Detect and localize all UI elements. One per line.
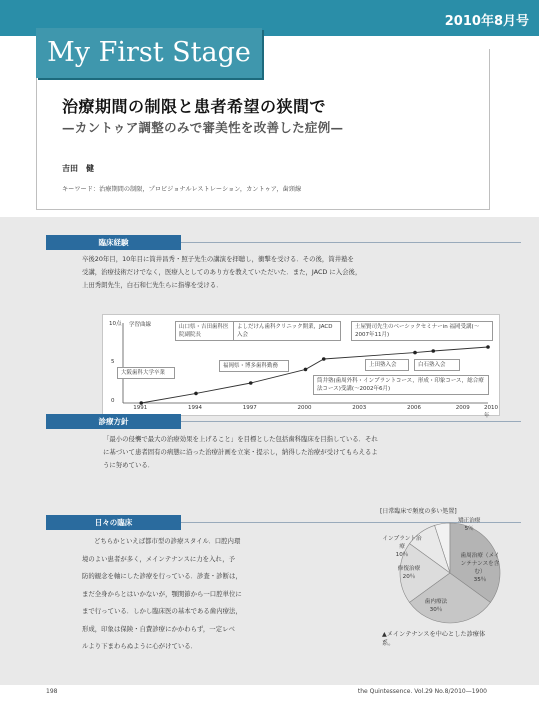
x-tick-label: 1994 <box>188 405 202 411</box>
text-line: 形成，印象は保険・自費診療にかかわらず，一定レベ <box>82 624 235 633</box>
text-line: 卒後20年目，10年目に筒井昌秀・照子先生の講演を拝聴し，衝撃を受ける．その後，筒井塾を <box>82 255 354 263</box>
text-line: どちらかといえば都市型の診療スタイル．口腔内環 <box>94 537 241 545</box>
pie-label-orthodontics: 矯正治療 5％ <box>458 518 481 532</box>
series-banner: My First Stage <box>36 28 262 78</box>
x-tick-label: 2006 <box>407 405 421 411</box>
learning-curve-chart <box>102 314 500 419</box>
text-line: 防的観念を軸にした診療を行っている．診査・診断は， <box>82 572 242 580</box>
pie-title: [日常臨床で頻度の多い処置] <box>380 508 457 515</box>
text-line: まで行っている．しかし臨床医の基本である歯内療法， <box>82 607 242 615</box>
annotation-graduation: 大阪歯科大学卒業 <box>117 367 175 379</box>
learning-curve-point <box>249 381 253 385</box>
article-subtitle: —カントゥア調整のみで審美性を改善した症例— <box>62 120 344 135</box>
pie-label-implant: インプラント治療 10％ <box>382 536 422 558</box>
text-line: 「最小の侵襲で最大の治療効果を上げること」を目標とした包括歯科臨床を目指している．それ <box>103 435 378 443</box>
issue-label: 2010年8月号 <box>444 14 529 29</box>
pie-label-periodontal: 歯周治療（メインテナンスを含む） 35％ <box>460 553 500 583</box>
y-tick-0: 0 <box>111 398 115 404</box>
x-tick-label: 2000 <box>297 405 312 411</box>
annotation-tsuchiya-seminar: 土屋賢司先生のベーシックセミナーin 福岡受講(～2007年11月) <box>351 321 493 341</box>
annotation-shiraishi-juku: 白石塾入会 <box>414 359 460 371</box>
annotation-yamaguchi: 山口県・吉田歯科医院副院長 <box>175 321 235 341</box>
y-axis-label: 10点 <box>109 321 122 327</box>
x-tick-label: 1997 <box>242 405 257 411</box>
text-line: ルより下まわらぬように心がけている． <box>82 642 198 650</box>
learning-curve-point <box>413 351 417 355</box>
procedure-pie-chart <box>368 515 528 635</box>
annotation-fukuoka: 福岡県・博多歯科勤務 <box>219 360 289 372</box>
pie-label-restorative: 修復治療 20％ <box>397 566 421 580</box>
daily-text <box>82 533 352 656</box>
text-line: 境のよい患者が多く，メインテナンスに力を入れ，予 <box>82 554 235 563</box>
text-line: に基づいて患者固有の病態に沿った治療計画を立案・提示し，納得した治療が受けてもらえるよ <box>103 448 378 456</box>
chart-title: 学習曲線 <box>129 322 152 328</box>
x-tick-label: 2009 <box>455 405 470 411</box>
y-tick-5: 5 <box>111 359 115 365</box>
clinical-experience-text <box>82 253 502 292</box>
keywords: キーワード：治療期間の制限，プロビジョナルレストレーション，カントゥア，歯頸線 <box>62 186 302 193</box>
x-tick-label: 1991 <box>133 405 148 411</box>
author-name: 吉田 健 <box>62 164 94 173</box>
text-line: 上田秀朗先生，白石和仁先生らに指導を受ける． <box>82 281 223 289</box>
pie-caption: ▲メインテナンスを中心とした診療体系。 <box>382 631 486 647</box>
learning-curve-point <box>304 368 308 372</box>
x-tick-label: 2003 <box>352 405 367 411</box>
learning-curve-point <box>431 349 435 353</box>
annotation-ueda-juku: 上田塾入会 <box>365 359 409 371</box>
article-title: 治療期間の制限と患者希望の狭間で <box>62 97 327 116</box>
journal-citation: the Quintessence. Vol.29 No.8/2010—1900 <box>357 688 487 695</box>
annotation-opening: よしだけん歯科クリニック開業，JACD 入会 <box>233 321 341 341</box>
x-tick-label: 2010年 <box>484 405 498 419</box>
learning-curve-point <box>322 357 326 361</box>
pie-label-endodontics: 歯内療法 30％ <box>424 599 448 613</box>
section-heading-clinical-experience: 臨床経験 <box>46 235 181 250</box>
page-number: 198 <box>46 688 58 695</box>
annotation-tsutsui-juku: 筒井塾(歯周外科・インプラントコース，形成・印象コース，総合療法コース)受講(～2002年6月) <box>313 375 489 395</box>
policy-text <box>103 433 503 472</box>
section-heading-policy: 診療方針 <box>46 414 181 429</box>
text-line: まだ全身からとはいかないが，顎関節から一口腔単位に <box>82 589 242 598</box>
section-heading-daily: 日々の臨床 <box>46 515 181 530</box>
text-line: 受講，治療技術だけでなく，医療人としてのあり方を教えていただいた．また，JACD に入会後， <box>82 268 362 276</box>
learning-curve-point <box>486 345 490 349</box>
learning-curve-point <box>194 392 198 396</box>
text-line: うに努めている． <box>103 461 155 469</box>
